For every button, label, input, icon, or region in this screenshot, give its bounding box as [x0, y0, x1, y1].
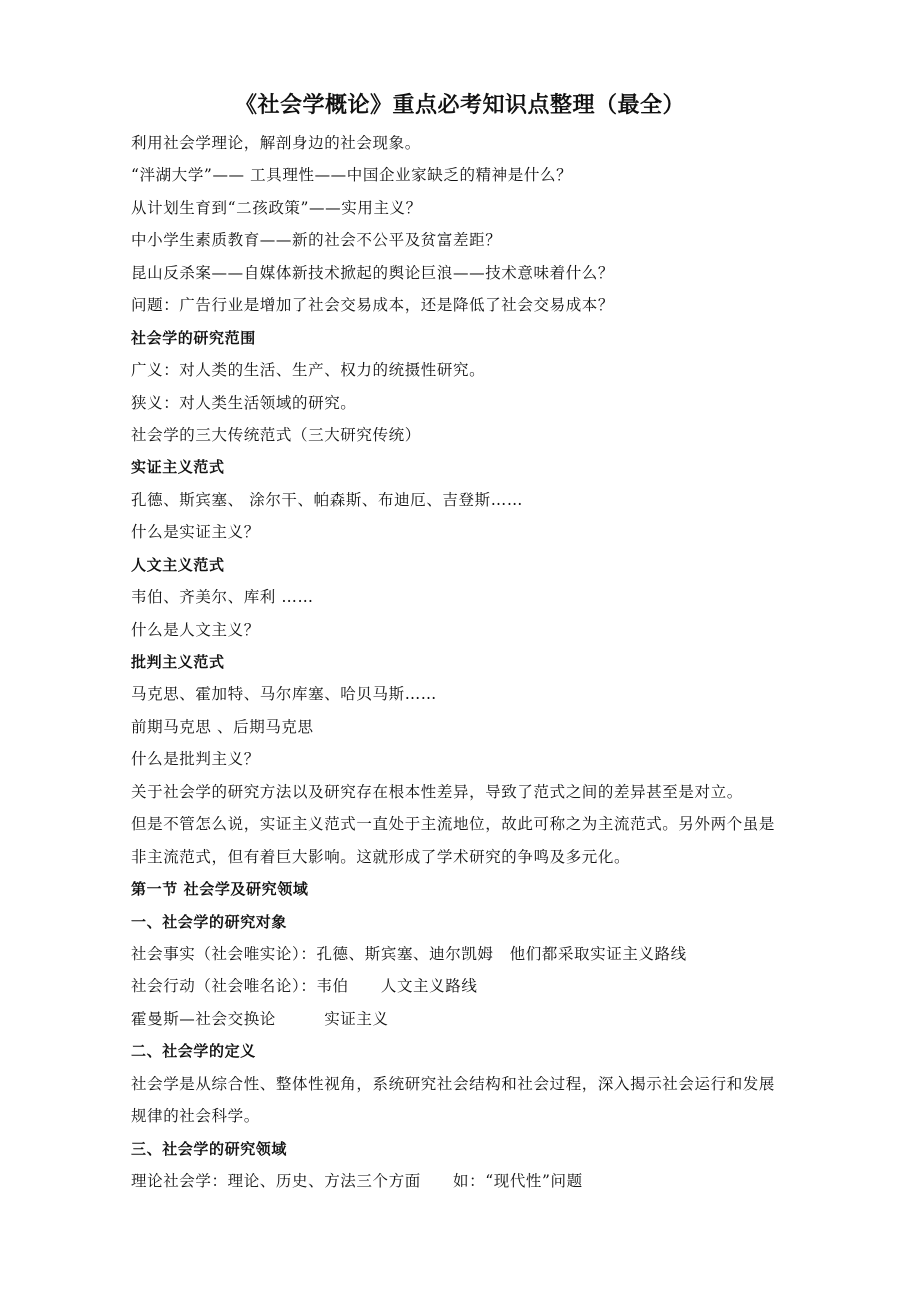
paragraph-line: 问题：广告行业是增加了社会交易成本，还是降低了社会交易成本？: [131, 296, 615, 315]
paragraph-line: 非主流范式，但有着巨大影响。这就形成了学术研究的争鸣及多元化。: [131, 847, 631, 866]
paragraph-line: 关于社会学的研究方法以及研究存在根本性差异，导致了范式之间的差异甚至是对立。: [131, 782, 743, 801]
section-heading: 社会学的研究范围: [131, 328, 256, 347]
paragraph-line: 韦伯、齐美尔、库利 ……: [131, 588, 314, 607]
section-heading: 实证主义范式: [131, 458, 225, 477]
paragraph-line: 理论社会学：理论、历史、方法三个方面 如：“现代性”问题: [131, 1172, 583, 1190]
paragraph-line: 社会事实（社会唯实论）：孔德、斯宾塞、迪尔凯姆 他们都采取实证主义路线: [131, 944, 687, 963]
paragraph-line: 广义：对人类的生活、生产、权力的统摄性研究。: [131, 361, 486, 380]
paragraph-line: 马克思、霍加特、马尔库塞、哈贝马斯……: [131, 685, 437, 704]
paragraph-line: 狭义：对人类生活领域的研究。: [131, 393, 357, 412]
paragraph-line: 但是不管怎么说，实证主义范式一直处于主流地位，故此可称之为主流范式。另外两个虽是: [131, 815, 776, 834]
paragraph-line: 社会行动（社会唯名论）：韦伯 人文主义路线: [131, 977, 478, 996]
section-heading: 三、社会学的研究领域: [131, 1139, 288, 1158]
document-body: [131, 128, 801, 1198]
paragraph-line: 社会学是从综合性、整体性视角，系统研究社会结构和社会过程，深入揭示社会运行和发展: [131, 1074, 776, 1093]
paragraph-line: 中小学生素质教育——新的社会不公平及贫富差距？: [131, 231, 502, 250]
section-heading: 二、社会学的定义: [131, 1042, 256, 1061]
section-heading: 第一节 社会学及研究领域: [131, 880, 309, 899]
paragraph-line: 从计划生育到“二孩政策”——实用主义？: [131, 198, 422, 217]
paragraph-line: 昆山反杀案——自媒体新技术掀起的舆论巨浪——技术意味着什么？: [131, 263, 615, 282]
document-title: 《社会学概论》重点必考知识点整理（最全）: [234, 93, 685, 118]
paragraph-line: 利用社会学理论，解剖身边的社会现象。: [131, 134, 421, 152]
paragraph-line: 什么是人文主义？: [131, 620, 260, 639]
section-heading: 人文主义范式: [131, 555, 225, 574]
paragraph-line: 社会学的三大传统范式（三大研究传统）: [131, 425, 421, 444]
paragraph-line: 规律的社会科学。: [131, 1107, 260, 1126]
paragraph-line: “泮湖大学”—— 工具理性——中国企业家缺乏的精神是什么？: [131, 166, 573, 185]
section-heading: 批判主义范式: [131, 653, 225, 671]
paragraph-line: 孔德、斯宾塞、 涂尔干、帕森斯、布迪厄、吉登斯……: [131, 490, 523, 509]
paragraph-line: 霍曼斯—社会交换论 实证主义: [131, 1009, 389, 1028]
section-heading: 一、社会学的研究对象: [131, 912, 288, 931]
paragraph-line: 什么是批判主义？: [131, 750, 260, 769]
paragraph-line: 什么是实证主义？: [131, 523, 260, 542]
paragraph-line: 前期马克思 、后期马克思: [131, 717, 314, 736]
